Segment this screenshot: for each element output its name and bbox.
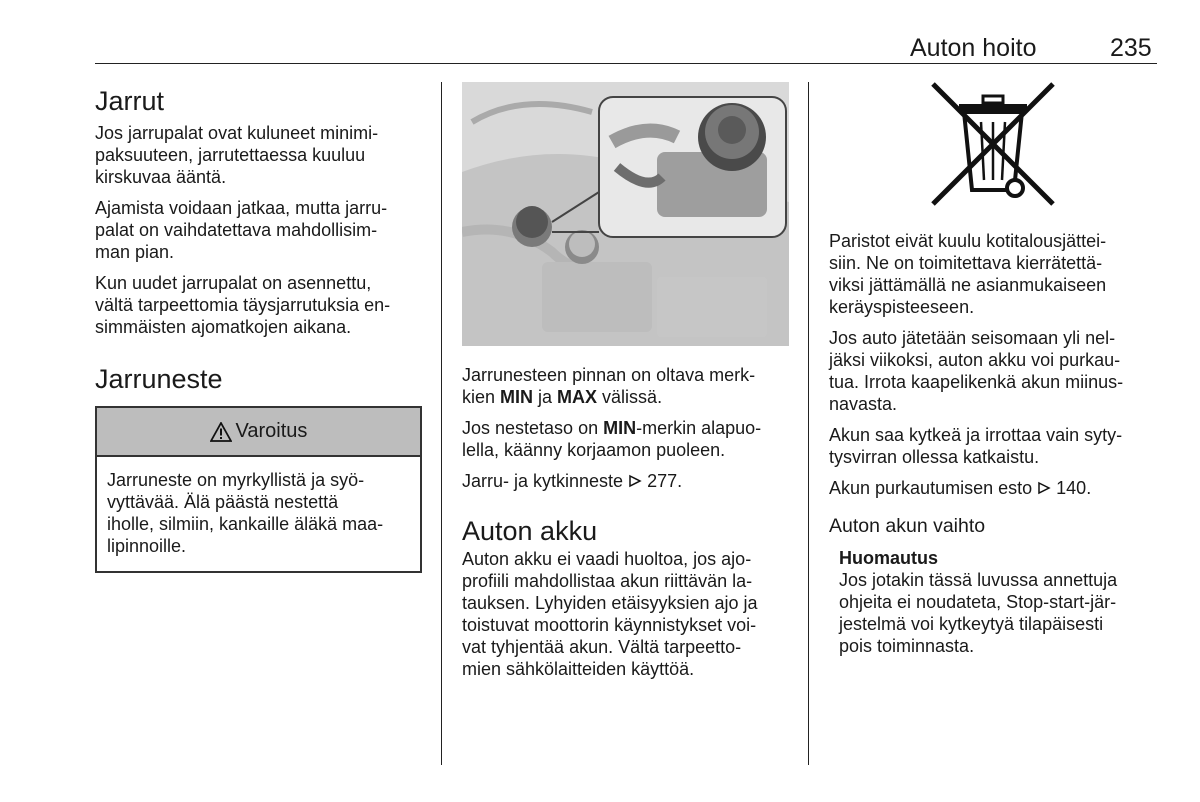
header-rule — [95, 63, 1157, 64]
paragraph: Ajamista voidaan jatkaa, mutta jarru- palat on vaihdatettava mahdollisim- man pian. — [95, 198, 388, 262]
cross-reference[interactable]: Akun purkautumisen esto 140. — [829, 478, 1092, 498]
column-divider — [808, 82, 809, 765]
paragraph: Paristot eivät kuulu kotitalousjättei- siin. Ne on toimitettava kierrätettä- viksi jättämällä ne asianmukaiseen keräyspisteeseen. — [829, 231, 1107, 317]
warning-box — [95, 406, 422, 573]
page-reference: 277 — [647, 471, 678, 491]
text-run: Jos nestetaso on — [462, 418, 604, 438]
arrow-right-icon — [628, 474, 642, 488]
crossed-out-bin-icon — [929, 82, 1057, 206]
arrow-right-icon — [1037, 481, 1051, 495]
section-title: Auton hoito — [910, 34, 1037, 62]
column-3 — [829, 82, 1159, 657]
paragraph: Jos auto jätetään seisomaan yli nel- jäksi viikoksi, auton akku voi purkau- tua. Irrota kaapelikenkä akun miinus- navasta. — [829, 328, 1124, 414]
paragraph: Kun uudet jarrupalat on asennettu, vältä tarpeettomia täysjarrutuksia en- simmäisten ajomatkojen aikana. — [95, 273, 391, 337]
paragraph: Auton akku ei vaadi huoltoa, jos ajo- profiili mahdollistaa akun riittävän la- tauksen. Lyhyiden etäisyyksien ajo ja toistuvat moottorin käynnistykset voi- vat tyhjentää akun. Vältä tarpeetto- mien sähkölaitteiden käyttöä. — [462, 549, 758, 679]
text-run: Akun purkautumisen esto — [829, 478, 1038, 498]
paragraph: Akun saa kytkeä ja irrottaa vain syty- tysvirran ollessa katkaistu. — [829, 425, 1123, 467]
warning-text: Jarruneste on myrkyllistä ja syö- vyttävää. Älä päästä nestettä iholle, silmiin, kankaille äläkä maa- lipinnoille. — [107, 470, 384, 556]
min-mark: MIN — [603, 418, 637, 438]
text-run: välissä. — [597, 387, 663, 407]
heading-jarrut: Jarrut — [95, 86, 165, 116]
text-run: ja — [533, 387, 558, 407]
heading-auton-akku: Auton akku — [462, 516, 598, 546]
text-run: Jarrunesteen pinnan on oltava merk- kien — [462, 365, 756, 407]
heading-jarruneste: Jarruneste — [95, 364, 223, 394]
paragraph — [462, 417, 792, 461]
text-run: -merkin alapuo- lella, käänny korjaamon puoleen. — [462, 418, 762, 460]
note-text: Jos jotakin tässä luvussa annettuja ohjeita ei noudateta, Stop-start-jär- jestelmä voi kytkeytyä tilapäisesti pois toiminnasta. — [839, 570, 1118, 656]
paragraph — [462, 364, 792, 408]
column-2 — [462, 82, 792, 680]
warning-triangle-icon — [210, 422, 232, 442]
paragraph: Jos jarrupalat ovat kuluneet minimi- paksuuteen, jarrutettaessa kuuluu kirskuvaa ääntä. — [95, 123, 379, 187]
page-reference: 140 — [1056, 478, 1087, 498]
note-title: Huomautus — [839, 548, 938, 568]
column-divider — [441, 82, 442, 765]
text-run: Jarru- ja kytkinneste — [462, 471, 629, 491]
engine-bay-photo — [462, 82, 789, 346]
cross-reference[interactable]: Jarru- ja kytkinneste 277. — [462, 471, 683, 491]
max-mark: MAX — [557, 387, 598, 407]
min-mark: MIN — [500, 387, 534, 407]
warning-title: Varoitus — [235, 420, 308, 442]
page-number: 235 — [1110, 34, 1152, 62]
warning-header — [97, 408, 420, 457]
column-1 — [95, 82, 425, 573]
heading-auton-akun-vaihto: Auton akun vaihto — [829, 515, 986, 537]
